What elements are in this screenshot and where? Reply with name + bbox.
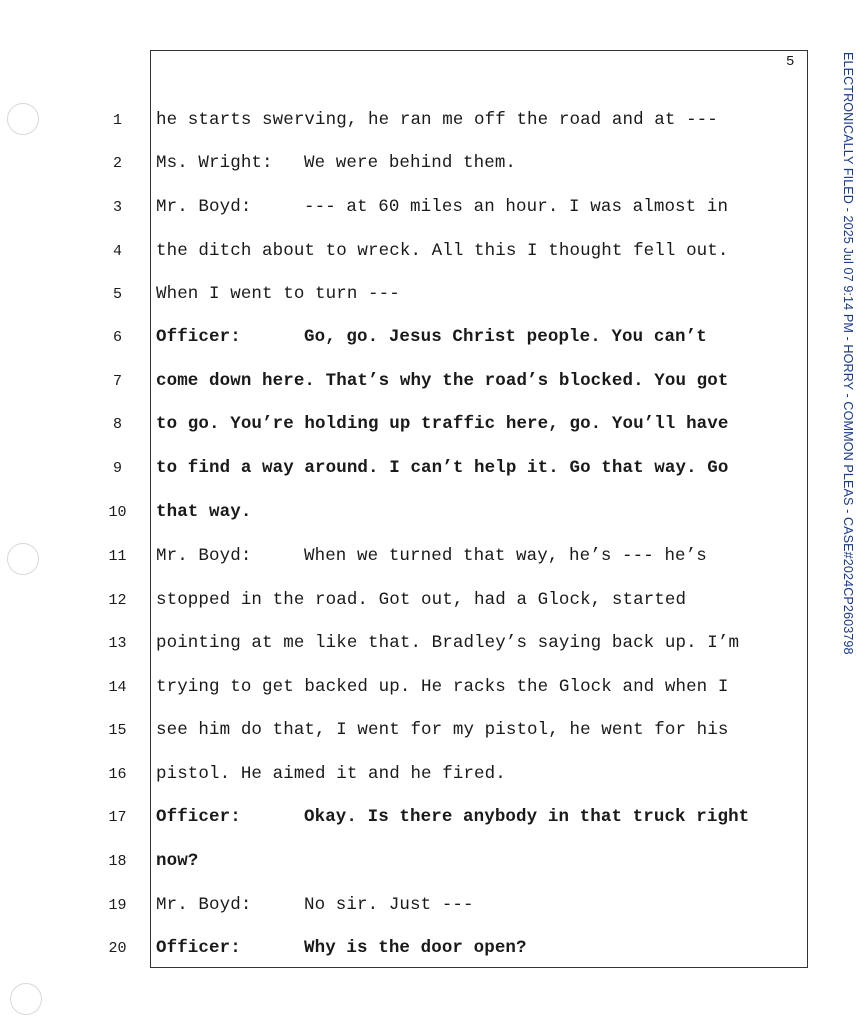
line-number: 8: [112, 416, 122, 433]
line-number: 6: [112, 329, 122, 346]
line-text: pistol. He aimed it and he fired.: [156, 764, 506, 784]
line-text: to find a way around. I can’t help it. Go that way. Go: [156, 458, 729, 478]
line-text: to go. You’re holding up traffic here, go. You’ll have: [156, 414, 729, 434]
line-text: the ditch about to wreck. All this I thought fell out.: [156, 241, 729, 261]
transcript-line: [0, 371, 861, 393]
transcript-line: [0, 458, 861, 480]
line-number: 15: [108, 722, 127, 739]
line-number: 1: [112, 112, 122, 129]
speaker-label: Officer:: [156, 807, 241, 827]
line-number: 13: [108, 635, 127, 652]
transcript-line: [0, 153, 861, 175]
transcript-line: [0, 895, 861, 917]
filing-stamp-text: ELECTRONICALLY FILED - 2025 Jul 07 9:14 PM - HORRY - COMMON PLEAS - CASE#2024CP2603798: [841, 52, 855, 655]
line-number: 7: [112, 373, 122, 390]
transcript-line: [0, 284, 861, 306]
line-number: 5: [112, 286, 122, 303]
line-number: 2: [112, 155, 122, 172]
line-text: he starts swerving, he ran me off the road and at ---: [156, 110, 718, 130]
speaker-label: Mr. Boyd:: [156, 546, 252, 566]
line-number: 18: [108, 853, 127, 870]
transcript-line: [0, 110, 861, 132]
line-text: come down here. That’s why the road’s blocked. You got: [156, 371, 729, 391]
punch-hole: [10, 983, 42, 1015]
transcript-line: [0, 764, 861, 786]
transcript-line: [0, 677, 861, 699]
transcript-line: [0, 590, 861, 612]
transcript-line: [0, 938, 861, 960]
speaker-label: Mr. Boyd:: [156, 197, 252, 217]
transcript-line: [0, 851, 861, 873]
line-number: 3: [112, 199, 122, 216]
line-number: 9: [112, 460, 122, 477]
line-text: pointing at me like that. Bradley’s saying back up. I’m: [156, 633, 740, 653]
transcript-line: [0, 241, 861, 263]
speaker-label: Officer:: [156, 327, 241, 347]
transcript-line: [0, 633, 861, 655]
transcript-line: [0, 502, 861, 524]
line-text: We were behind them.: [304, 153, 517, 173]
line-number: 14: [108, 679, 127, 696]
line-text: --- at 60 miles an hour. I was almost in: [304, 197, 729, 217]
line-text: stopped in the road. Got out, had a Glock, started: [156, 590, 687, 610]
speaker-label: Mr. Boyd:: [156, 895, 252, 915]
line-number: 4: [112, 243, 122, 260]
line-number: 19: [108, 897, 127, 914]
filing-stamp: [838, 52, 856, 732]
line-number: 17: [108, 809, 127, 826]
transcript-line: [0, 414, 861, 436]
line-text: When we turned that way, he’s --- he’s: [304, 546, 707, 566]
speaker-label: Officer:: [156, 938, 241, 958]
line-number: 10: [108, 504, 127, 521]
line-number: 20: [108, 940, 127, 957]
line-text: Go, go. Jesus Christ people. You can’t: [304, 327, 707, 347]
page-number: 5: [786, 54, 795, 70]
line-text: When I went to turn ---: [156, 284, 400, 304]
line-text: that way.: [156, 502, 252, 522]
transcript-line: [0, 720, 861, 742]
line-text: trying to get backed up. He racks the Glock and when I: [156, 677, 729, 697]
speaker-label: Ms. Wright:: [156, 153, 273, 173]
line-number: 12: [108, 592, 127, 609]
line-number: 11: [108, 548, 127, 565]
transcript-line: [0, 546, 861, 568]
line-text: now?: [156, 851, 199, 871]
line-text: Why is the door open?: [304, 938, 527, 958]
line-text: Okay. Is there anybody in that truck right: [304, 807, 750, 827]
line-text: No sir. Just ---: [304, 895, 474, 915]
transcript-line: [0, 807, 861, 829]
transcript-line: [0, 197, 861, 219]
line-number: 16: [108, 766, 127, 783]
line-text: see him do that, I went for my pistol, he went for his: [156, 720, 729, 740]
transcript-line: [0, 327, 861, 349]
